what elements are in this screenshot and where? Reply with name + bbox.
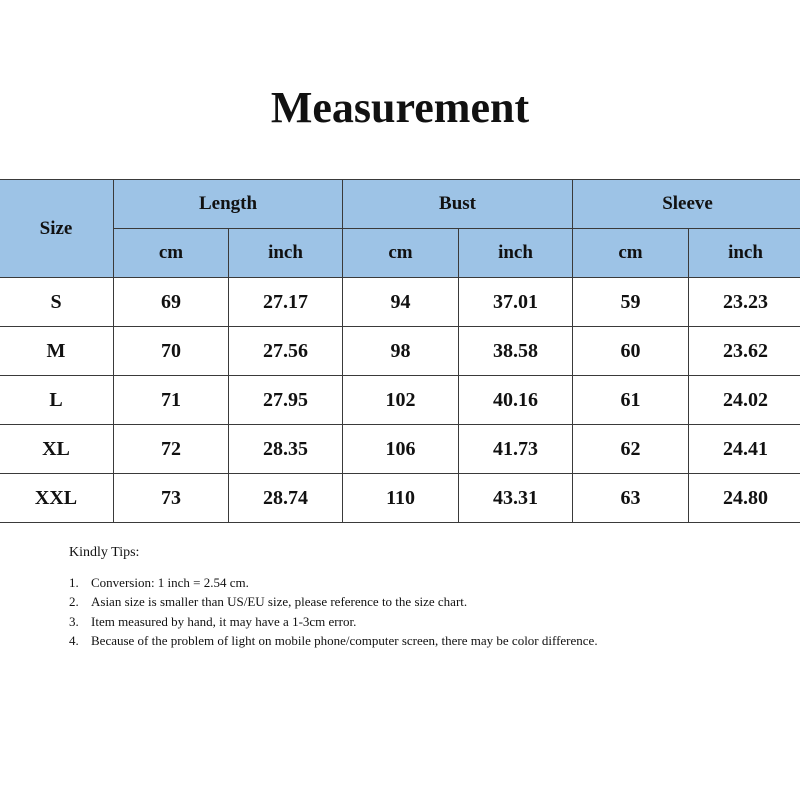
page-title: Measurement: [270, 83, 530, 132]
sleeve-inch-cell: 24.41: [689, 425, 800, 474]
table-row: [0, 327, 800, 376]
header-row-groups: [0, 180, 800, 229]
size-cell: M: [0, 327, 114, 376]
sleeve-cm-cell: 59: [573, 278, 689, 327]
bust-group-header: Bust: [343, 180, 573, 229]
sleeve-inch-header: inch: [689, 229, 800, 278]
tips-list: [69, 573, 609, 651]
length-cm-cell: 70: [114, 327, 229, 376]
table-row: [0, 474, 800, 523]
table-header: [0, 180, 800, 278]
tip-item: [69, 631, 609, 651]
size-cell: L: [0, 376, 114, 425]
sleeve-cm-cell: 60: [573, 327, 689, 376]
length-cm-cell: 69: [114, 278, 229, 327]
length-inch-cell: 27.17: [229, 278, 343, 327]
tip-text: Asian size is smaller than US/EU size, please reference to the size chart.: [91, 594, 468, 609]
length-cm-cell: 72: [114, 425, 229, 474]
tip-number: 3.: [69, 613, 79, 629]
length-cm-cell: 71: [114, 376, 229, 425]
size-column-header: Size: [0, 180, 114, 278]
sleeve-inch-cell: 24.80: [689, 474, 800, 523]
table-row: [0, 376, 800, 425]
length-cm-cell: 73: [114, 474, 229, 523]
length-group-header: Length: [114, 180, 343, 229]
sleeve-cm-header: cm: [573, 229, 689, 278]
size-cell: XXL: [0, 474, 114, 523]
kindly-tips: [69, 543, 609, 651]
tip-item: [69, 573, 609, 593]
bust-inch-cell: 41.73: [459, 425, 573, 474]
tip-text: Item measured by hand, it may have a 1-3cm error.: [91, 613, 357, 629]
tip-item: [69, 592, 609, 612]
length-inch-header: inch: [229, 229, 343, 278]
tip-text: Conversion: 1 inch = 2.54 cm.: [91, 574, 249, 590]
length-inch-cell: 27.56: [229, 327, 343, 376]
bust-inch-header: inch: [459, 229, 573, 278]
bust-cm-cell: 94: [343, 278, 459, 327]
sleeve-cm-cell: 62: [573, 425, 689, 474]
length-cm-header: cm: [114, 229, 229, 278]
bust-cm-cell: 98: [343, 327, 459, 376]
header-row-units: [0, 229, 800, 278]
bust-inch-cell: 40.16: [459, 376, 573, 425]
bust-inch-cell: 38.58: [459, 327, 573, 376]
tip-item: [69, 612, 609, 632]
table-body: [0, 278, 800, 523]
size-cell: XL: [0, 425, 114, 474]
size-cell: S: [0, 278, 114, 327]
tip-number: 2.: [69, 594, 79, 609]
tip-number: 1.: [69, 574, 79, 590]
tip-text: Because of the problem of light on mobile phone/computer screen, there may be color difference.: [91, 633, 598, 648]
bust-cm-cell: 110: [343, 474, 459, 523]
length-inch-cell: 27.95: [229, 376, 343, 425]
bust-cm-cell: 102: [343, 376, 459, 425]
bust-cm-header: cm: [343, 229, 459, 278]
sleeve-inch-cell: 23.62: [689, 327, 800, 376]
bust-inch-cell: 43.31: [459, 474, 573, 523]
sleeve-inch-cell: 23.23: [689, 278, 800, 327]
table-row: [0, 425, 800, 474]
sleeve-inch-cell: 24.02: [689, 376, 800, 425]
size-chart-table: [0, 179, 800, 523]
sleeve-cm-cell: 63: [573, 474, 689, 523]
tips-title: Kindly Tips:: [69, 545, 140, 560]
sleeve-group-header: Sleeve: [573, 180, 800, 229]
sleeve-cm-cell: 61: [573, 376, 689, 425]
tip-number: 4.: [69, 633, 79, 648]
length-inch-cell: 28.74: [229, 474, 343, 523]
bust-cm-cell: 106: [343, 425, 459, 474]
bust-inch-cell: 37.01: [459, 278, 573, 327]
table-row: [0, 278, 800, 327]
length-inch-cell: 28.35: [229, 425, 343, 474]
